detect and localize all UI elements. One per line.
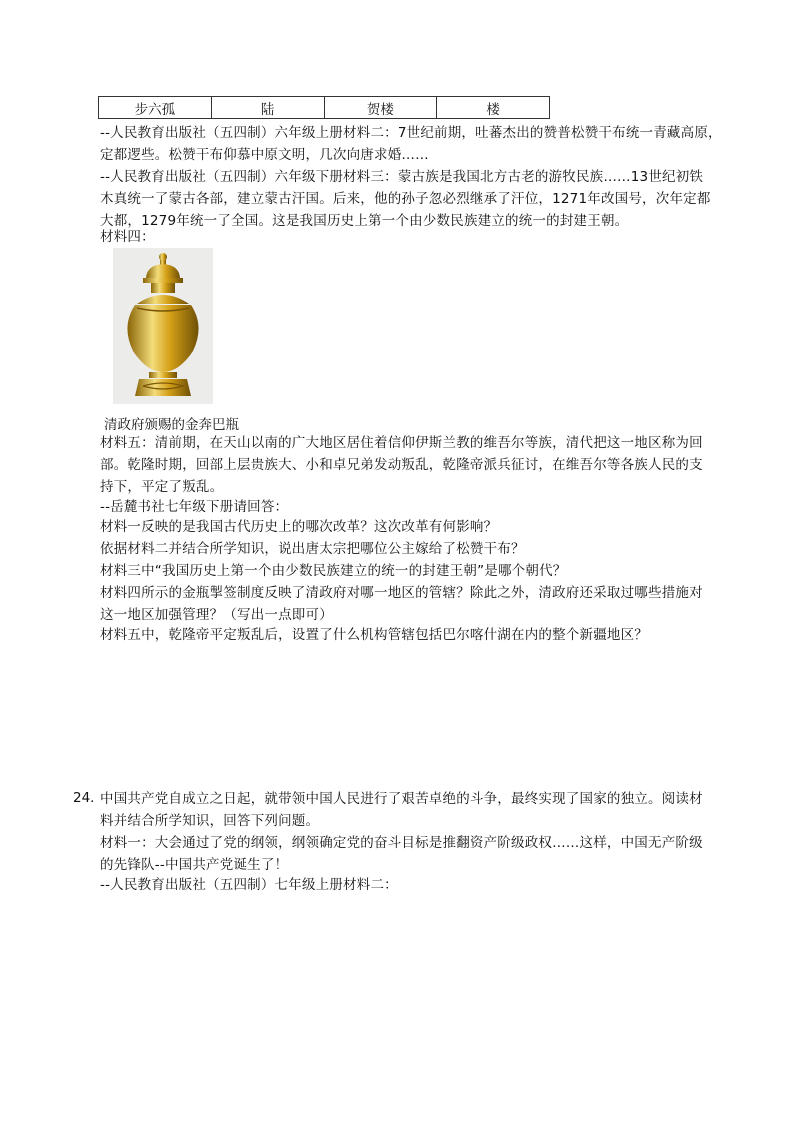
text-line: 中国共产党自成立之日起，就带领中国人民进行了艰苦卓绝的斗争，最终实现了国家的独立。阅读材 [100, 791, 703, 807]
golden-vase-icon [113, 248, 213, 404]
image-caption: 清政府颁赐的金奔巴瓶 [104, 417, 239, 433]
text-line: 持下，平定了叛乱。 [100, 479, 224, 495]
text-line: --人民教育出版社（五四制）七年级上册材料二： [100, 877, 398, 893]
text-line: 料并结合所学知识，回答下列问题。 [100, 813, 320, 829]
question-line: 材料一反映的是我国古代历史上的哪次改革？这次改革有何影响？ [100, 519, 498, 535]
text-line: 定都逻些。松赞干布仰慕中原文明，几次向唐求婚…… [100, 147, 429, 163]
table-cell: 楼 [437, 97, 550, 119]
text-line: 大都，1279年统一了全国。这是我国历史上第一个由少数民族建立的统一的封建王朝。 [100, 213, 629, 229]
question-line: 材料四所示的金瓶掣签制度反映了清政府对哪一地区的管辖？除此之外，清政府还采取过哪些措施对 [100, 585, 703, 601]
question-line: 材料五中，乾隆帝平定叛乱后，设置了什么机构管辖包括巴尔喀什湖在内的整个新疆地区？ [100, 627, 648, 643]
text-line: 材料一：大会通过了党的纲领，纲领确定党的奋斗目标是推翻资产阶级政权……这样，中国无产阶级 [100, 835, 703, 851]
table-cell: 步六孤 [99, 97, 212, 119]
question-number: 24. [73, 790, 95, 806]
golden-vase-image [113, 248, 213, 404]
text-line: 木真统一了蒙古各部，建立蒙古汗国。后来，他的孙子忽必烈继承了汗位，1271年改国号，次年定都 [100, 191, 711, 207]
table-row [99, 97, 550, 119]
text-line: --人民教育出版社（五四制）六年级下册材料三：蒙古族是我国北方古老的游牧民族……13世纪初铁 [100, 169, 704, 185]
table-cell: 陆 [211, 97, 324, 119]
text-line: 材料五：清前期，在天山以南的广大地区居住着信仰伊斯兰教的维吾尔等族，清代把这一地区称为回 [100, 435, 703, 451]
question-line: 依据材料二并结合所学知识，说出唐太宗把哪位公主嫁给了松赞干布？ [100, 541, 525, 557]
text-line: 部。乾隆时期，回部上层贵族大、小和卓兄弟发动叛乱，乾隆帝派兵征讨，在维吾尔等各族人民的支 [100, 457, 703, 473]
material-four-label: 材料四： [100, 229, 155, 245]
text-line: 的先锋队--中国共产党诞生了！ [100, 857, 289, 873]
surname-table [98, 96, 550, 119]
question-line: 材料三中“我国历史上第一个由少数民族建立的统一的封建王朝”是哪个朝代？ [100, 563, 567, 579]
question-line: 这一地区加强管理？（写出一点即可） [100, 607, 333, 623]
text-line: --人民教育出版社（五四制）六年级上册材料二：7世纪前期，吐蕃杰出的赞普松赞干布统一青藏高原， [100, 125, 722, 141]
text-line: --岳麓书社七年级下册请回答： [100, 499, 289, 515]
table-cell: 贺楼 [324, 97, 437, 119]
